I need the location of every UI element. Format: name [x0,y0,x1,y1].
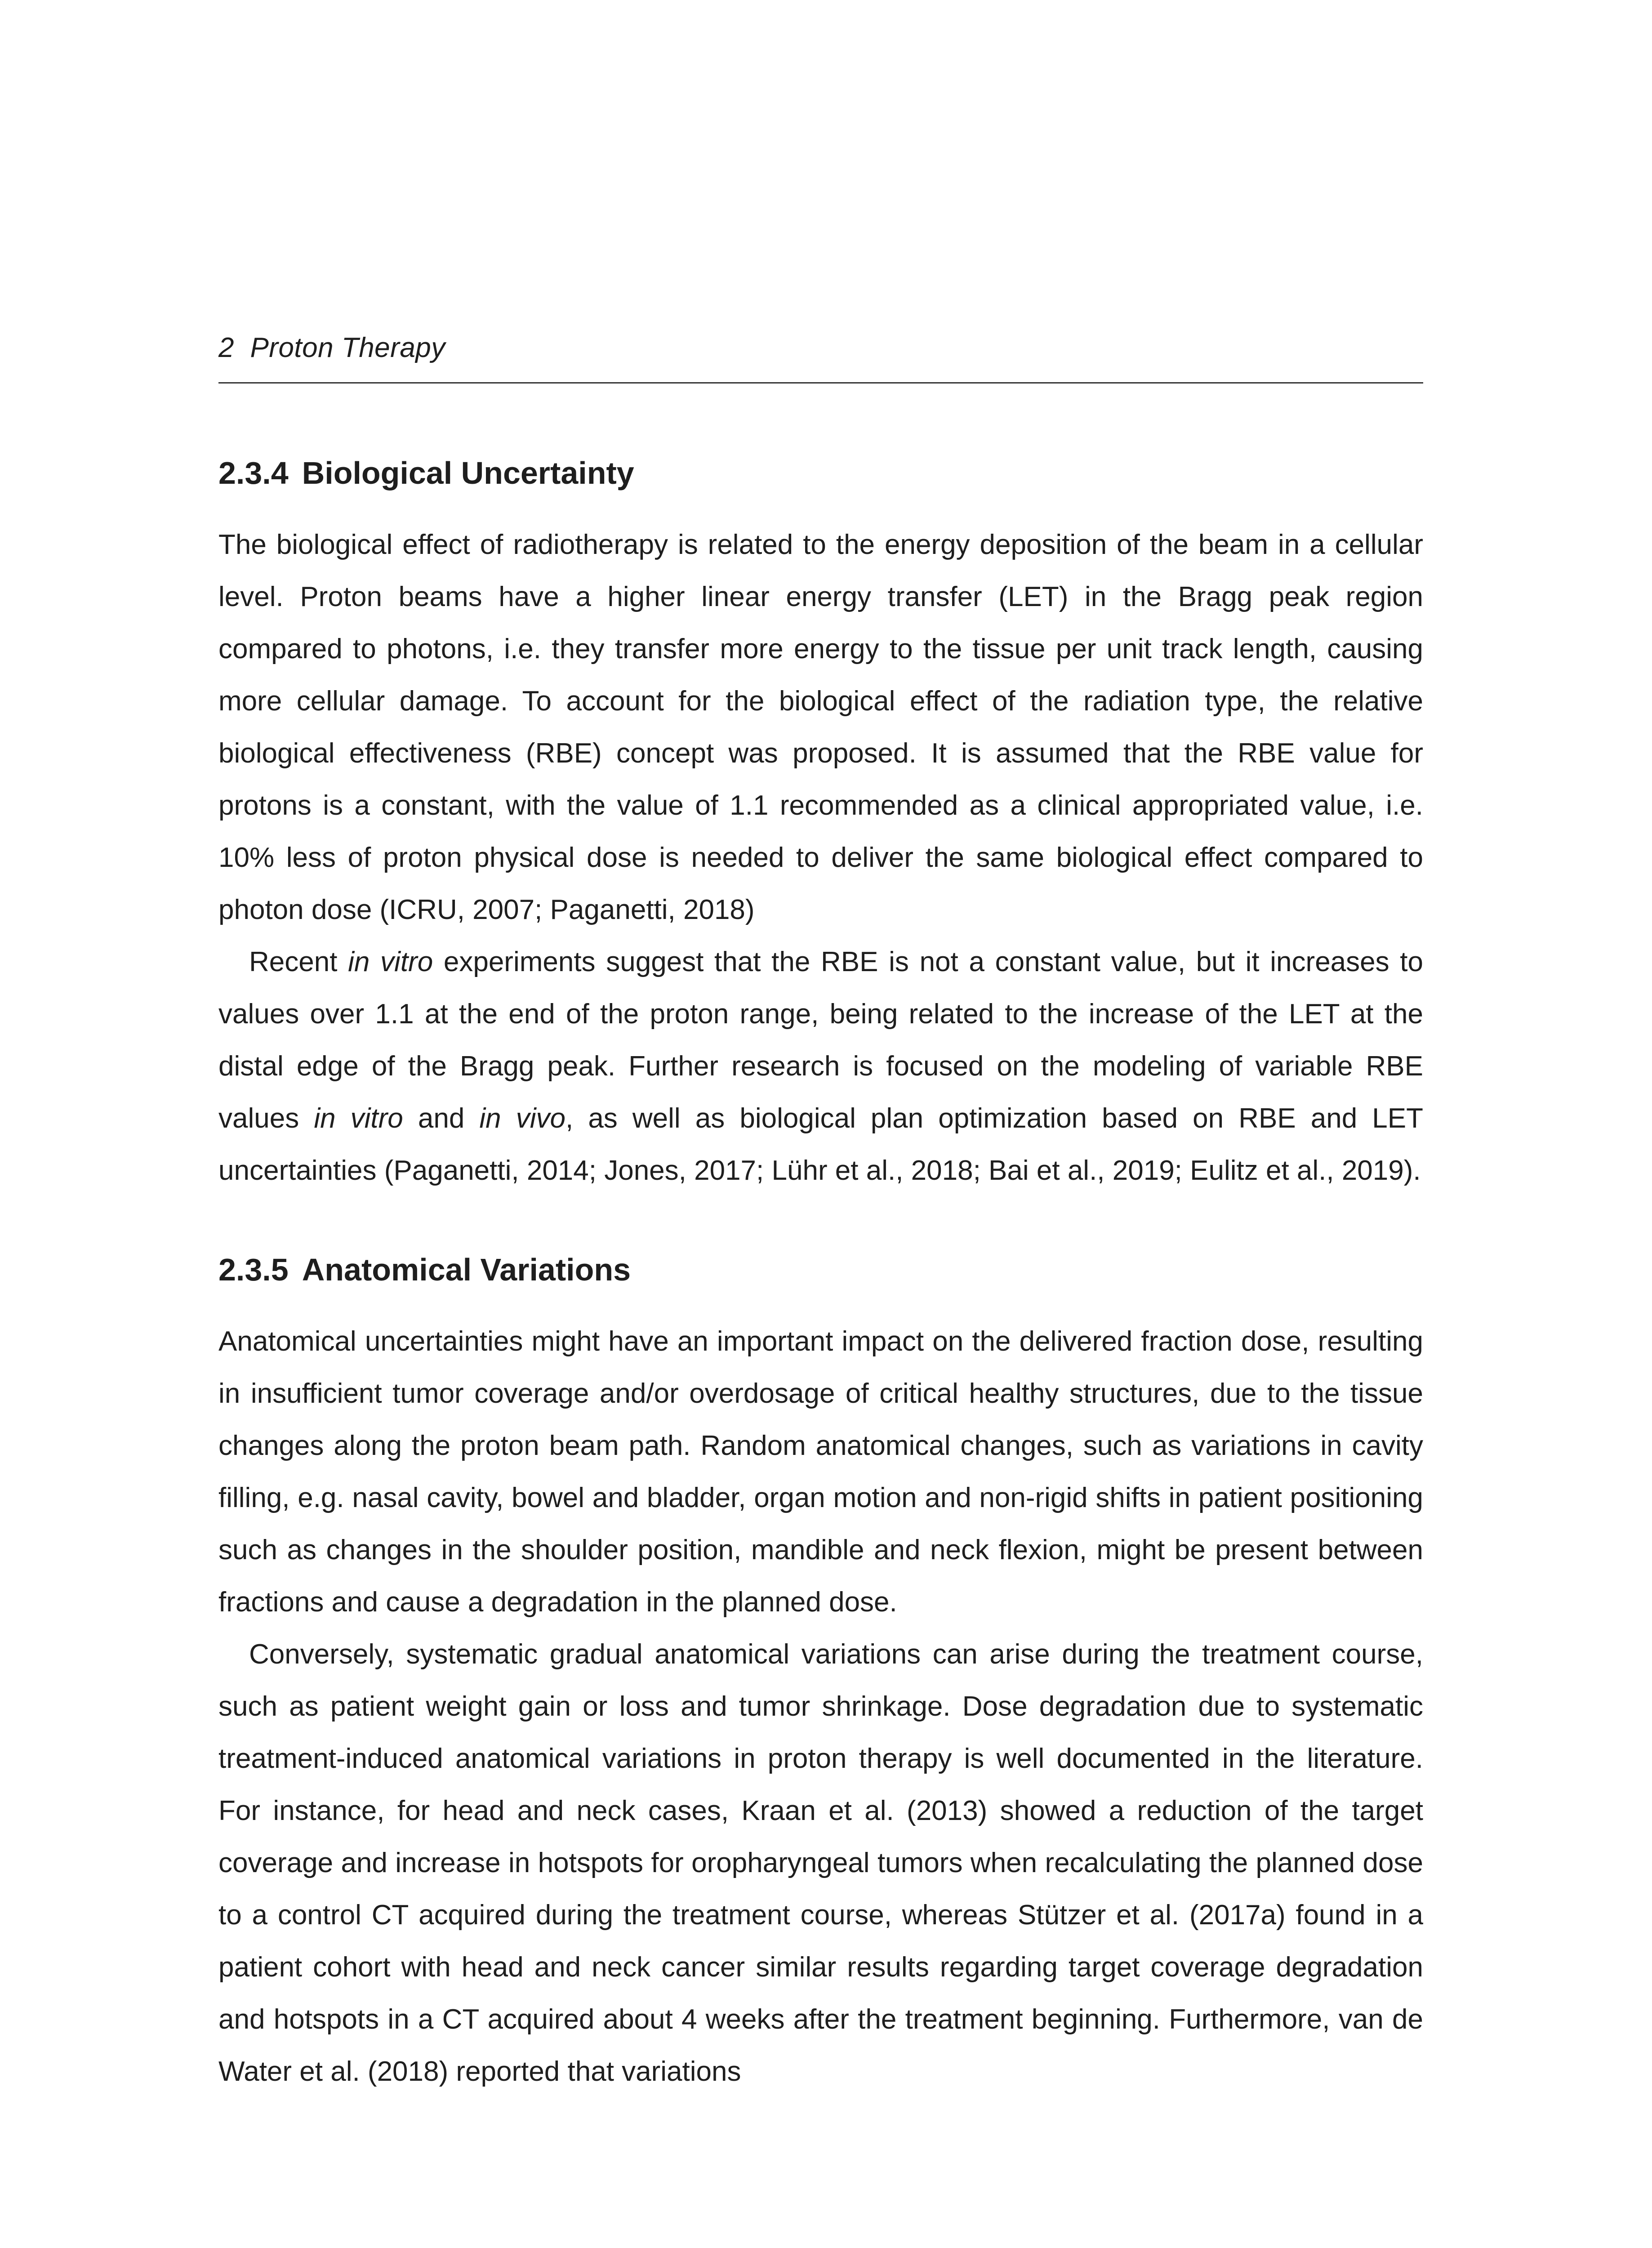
paragraph-text: experiments suggest that the RBE is not a constant value, but it increases to values over 1.1 at the end of the proton range, being related to the increase of the LET at the distal edge of the Bragg peak. Further research is focused on the modeling of variable RBE values [218,946,1424,1134]
paragraph [218,1316,1423,1628]
chapter-number: 2 [218,332,234,363]
italic-term: in vivo [479,1103,566,1134]
section-biological-uncertainty [218,454,1423,1197]
paragraph [218,1628,1423,2098]
section-number: 2.3.5 [218,1252,289,1287]
section-number: 2.3.4 [218,455,289,491]
paragraph-text: Conversely, systematic gradual anatomical variations can arise during the treatment course, such as patient weight gain or loss and tumor shrinkage. Dose degradation due to systematic treatment-induced anatomical variations in proton therapy is well documented in the literature. For instance, for head and neck cases, Kraan et al. (2013) showed a reduction of the target coverage and increase in hotspots for oropharyngeal tumors when recalculating the planned dose to a control CT acquired during the treatment course, whereas Stützer et al. (2017a) found in a patient cohort with head and neck cancer similar results regarding target coverage degradation and hotspots in a CT acquired about 4 weeks after the treatment beginning. Furthermore, van de Water et al. (2018) reported that variations [218,1639,1423,2087]
paragraph [218,936,1423,1197]
running-header [218,332,445,364]
section-heading [218,1251,1423,1289]
section-title: Biological Uncertainty [302,455,634,491]
chapter-title: Proton Therapy [250,332,445,363]
paragraph-text: and [403,1103,480,1134]
header-rule [218,382,1423,384]
paragraph-text: Anatomical uncertainties might have an important impact on the delivered fraction dose, resulting in insufficient tumor coverage and/or overdosage of critical healthy structures, due to the tissue changes along the proton beam path. Random anatomical changes, such as variations in cavity filling, e.g. nasal cavity, bowel and bladder, organ motion and non-rigid shifts in patient positioning such as changes in the shoulder position, mandible and neck flexion, might be present between fractions and cause a degradation in the planned dose. [218,1326,1423,1618]
italic-term: in vitro [348,946,433,977]
italic-term: in vitro [314,1103,403,1134]
main-content [218,454,1423,2098]
section-anatomical-variations [218,1251,1423,2098]
section-title: Anatomical Variations [302,1252,631,1287]
paragraph-text: The biological effect of radiotherapy is related to the energy deposition of the beam in a cellular level. Proton beams have a higher linear energy transfer (LET) in the Bragg peak region compared to photons, i.e. they transfer more energy to the tissue per unit track length, causing more cellular damage. To account for the biological effect of the radiation type, the relative biological effectiveness (RBE) concept was proposed. It is assumed that the RBE value for protons is a constant, with the value of 1.1 recommended as a clinical appropriated value, i.e. 10% less of proton physical dose is needed to deliver the same biological effect compared to photon dose (ICRU, 2007; Paganetti, 2018) [218,529,1423,925]
paragraph-text: Recent [249,946,348,977]
section-heading [218,454,1423,492]
paragraph [218,519,1423,936]
paragraph-text: , as well as biological plan optimization based on RBE and LET uncertainties (Paganetti, 2014; Jones, 2017; Lühr et al., 2018; Bai et al., 2019; Eulitz et al., 2019). [218,1103,1423,1186]
